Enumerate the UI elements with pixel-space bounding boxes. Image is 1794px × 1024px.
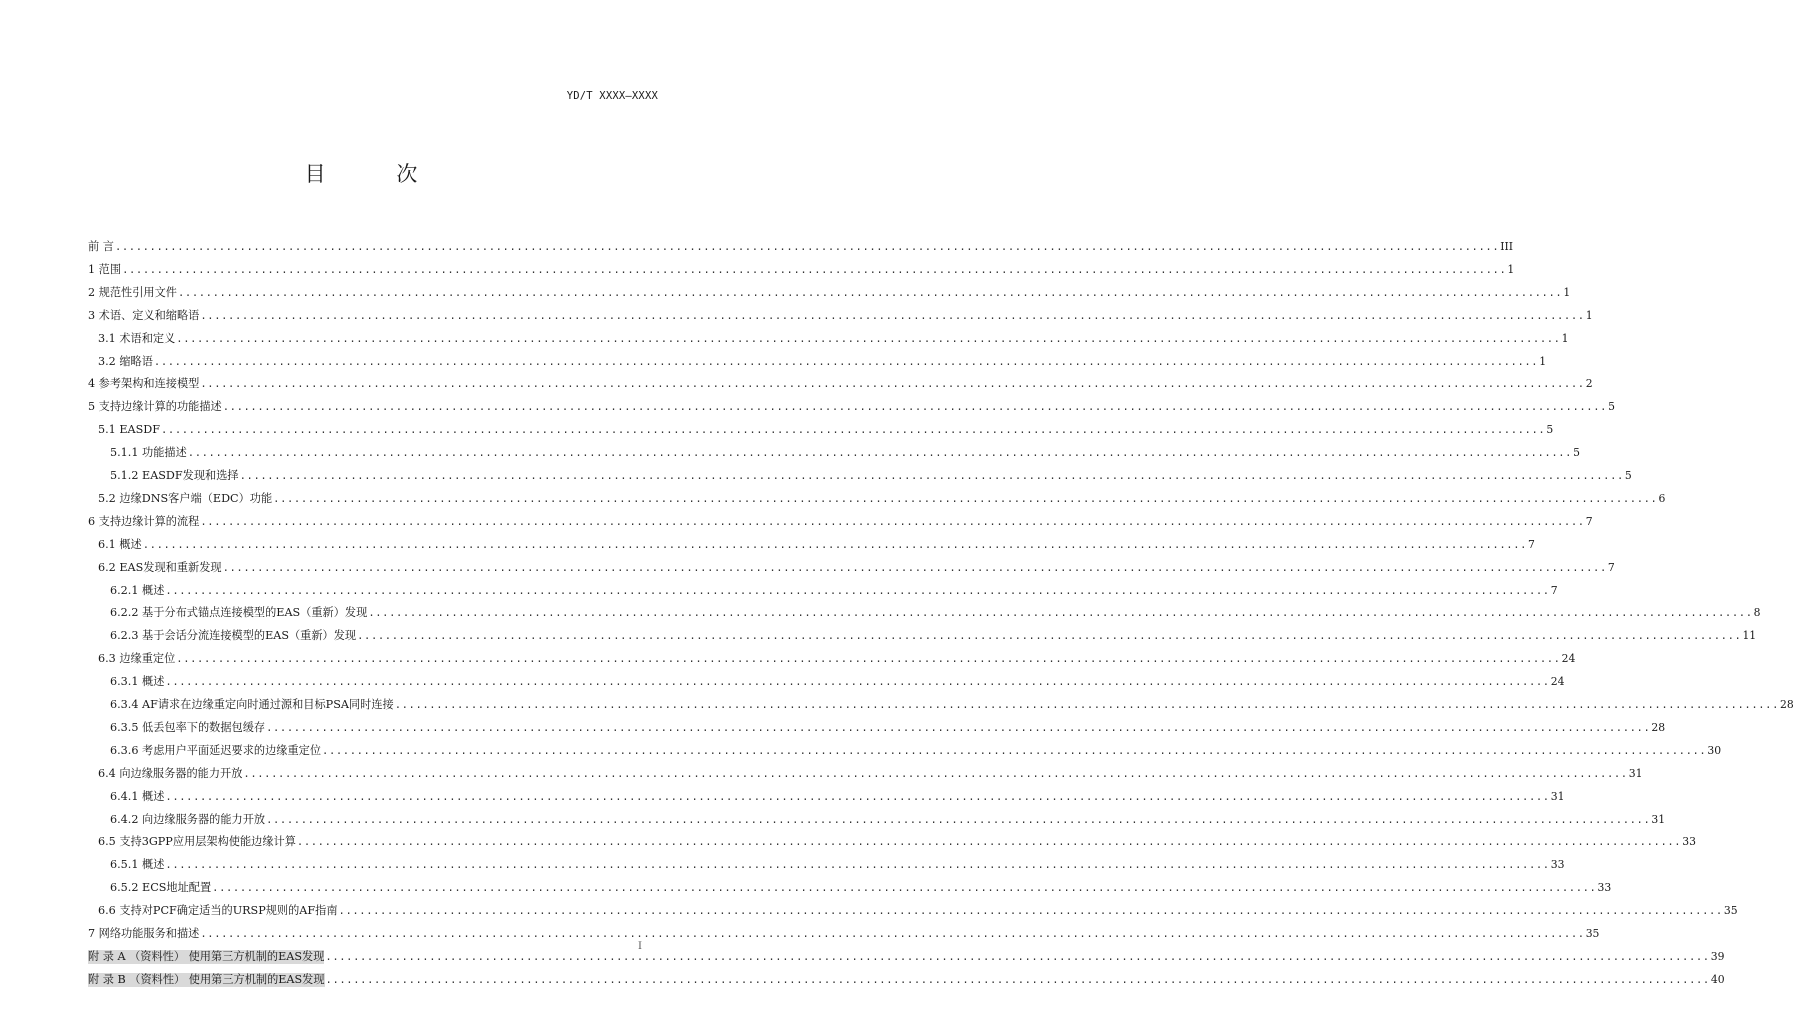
toc-entry[interactable] xyxy=(88,513,1593,529)
toc-entry-label: 6.3.4 AF请求在边缘重定向时通过源和目标PSA同时连接 xyxy=(110,698,394,711)
toc-entry-label: 1 范围 xyxy=(88,262,122,276)
toc-entry-label: 6.6 支持对PCF确定适当的URSP规则的AF指南 xyxy=(98,904,338,918)
toc-entry-label: 3.2 缩略语 xyxy=(98,354,153,368)
toc-entry[interactable] xyxy=(88,238,1514,254)
toc-entry-page: 8 xyxy=(1753,606,1761,620)
toc-entry-page: 28 xyxy=(1780,698,1794,711)
toc-dot-leader: ........................................................................................................................................................................................................ xyxy=(239,470,1624,482)
toc-entry[interactable] xyxy=(88,696,1794,712)
toc-dot-leader: ........................................................................................................................................................................................................ xyxy=(394,699,1780,711)
toc-entry-page: 1 xyxy=(1585,308,1593,322)
toc-entry-page: 30 xyxy=(1707,743,1722,757)
toc-dot-leader: ........................................................................................................................................................................................................ xyxy=(153,355,1539,368)
toc-dot-leader: ........................................................................................................................................................................................................ xyxy=(266,813,1651,826)
toc-entry-page: 7 xyxy=(1550,583,1558,597)
toc-dot-leader: ........................................................................................................................................................................................................ xyxy=(222,561,1607,574)
toc-dot-leader: ........................................................................................................................................................................................................ xyxy=(322,744,1707,757)
toc-entry-page: III xyxy=(1500,240,1514,253)
toc-dot-leader: ........................................................................................................................................................................................................ xyxy=(200,378,1585,391)
toc-entry-label: 6.2.2 基于分布式锚点连接模型的EAS（重新）发现 xyxy=(110,606,368,620)
toc-entry-page: 33 xyxy=(1682,835,1696,849)
toc-dot-leader: ........................................................................................................................................................................................................ xyxy=(165,584,1550,597)
toc-entry-label: 3 术语、定义和缩略语 xyxy=(88,308,200,322)
toc-entry-page: 5 xyxy=(1546,423,1554,437)
doc-code: YD/T XXXX—XXXX xyxy=(566,90,658,102)
toc-entry-label: 6.4.1 概述 xyxy=(110,789,165,803)
toc-entry-label: 6.3.6 考虑用户平面延迟要求的边缘重定位 xyxy=(110,743,322,757)
toc-dot-leader: ........................................................................................................................................................................................................ xyxy=(325,973,1710,986)
toc-entry[interactable] xyxy=(88,948,1725,964)
toc-dot-leader: ........................................................................................................................................................................................................ xyxy=(178,286,1563,299)
toc-entry-page: 1 xyxy=(1563,285,1571,299)
toc-entry-label: 6.4 向边缘服务器的能力开放 xyxy=(98,766,243,780)
toc-dot-leader: ........................................................................................................................................................................................................ xyxy=(212,882,1597,895)
toc-dot-leader: ........................................................................................................................................................................................................ xyxy=(325,950,1710,963)
toc-entry[interactable] xyxy=(88,398,1615,414)
toc-entry[interactable] xyxy=(88,330,1569,346)
toc-entry-label: 6.2.1 概述 xyxy=(110,583,165,597)
toc-dot-leader: ........................................................................................................................................................................................................ xyxy=(187,447,1573,460)
toc-entry-page: 1 xyxy=(1561,331,1569,345)
toc-entry-label: 5.1.2 EASDF发现和选择 xyxy=(110,469,239,482)
toc-entry[interactable] xyxy=(88,421,1554,437)
toc-dot-leader: ........................................................................................................................................................................................................ xyxy=(165,790,1550,803)
toc-entry-page: 6 xyxy=(1658,491,1666,505)
toc-entry-label: 前 言 xyxy=(88,240,114,253)
toc-entry-label: 附 录 A （资料性） 使用第三方机制的EAS发现 xyxy=(88,949,325,963)
toc-dot-leader: ........................................................................................................................................................................................................ xyxy=(200,928,1585,940)
toc-entry-page: 7 xyxy=(1528,537,1535,551)
toc-entry[interactable] xyxy=(88,307,1593,323)
toc-dot-leader: ........................................................................................................................................................................................................ xyxy=(200,515,1585,528)
toc-entry-page: 33 xyxy=(1597,881,1612,895)
toc-entry[interactable] xyxy=(88,444,1580,460)
toc-entry-page: 35 xyxy=(1585,927,1600,940)
toc-entry-page: 1 xyxy=(1507,262,1515,276)
toc-entry[interactable] xyxy=(88,879,1612,895)
toc-entry-label: 3.1 术语和定义 xyxy=(98,331,176,345)
toc-entry[interactable] xyxy=(88,925,1600,941)
toc-entry[interactable] xyxy=(88,902,1738,918)
toc-entry-page: 31 xyxy=(1628,766,1643,780)
toc-dot-leader: ........................................................................................................................................................................................................ xyxy=(142,538,1528,551)
toc-dot-leader: ........................................................................................................................................................................................................ xyxy=(165,676,1550,689)
toc-entry-page: 5 xyxy=(1573,446,1580,460)
toc-dot-leader: ........................................................................................................................................................................................................ xyxy=(338,905,1723,918)
toc-entry-label: 5.1 EASDF xyxy=(98,423,160,437)
toc-dot-leader: ........................................................................................................................................................................................................ xyxy=(176,332,1561,345)
toc-entry[interactable] xyxy=(88,719,1666,735)
toc-entry-label: 5.2 边缘DNS客户端（EDC）功能 xyxy=(98,491,273,505)
toc-dot-leader: ........................................................................................................................................................................................................ xyxy=(114,241,1500,253)
toc-entry[interactable] xyxy=(88,467,1632,483)
toc-dot-leader: ........................................................................................................................................................................................................ xyxy=(122,263,1507,276)
toc-entry[interactable] xyxy=(88,604,1761,620)
toc-entry-label: 6.3.5 低丢包率下的数据包缓存 xyxy=(110,720,266,734)
toc-dot-leader: ........................................................................................................................................................................................................ xyxy=(357,630,1742,643)
toc-entry[interactable] xyxy=(88,559,1615,575)
toc-entry-label: 6.2.3 基于会话分流连接模型的EAS（重新）发现 xyxy=(110,629,357,643)
toc-entry[interactable] xyxy=(88,353,1547,369)
toc-entry-label: 2 规范性引用文件 xyxy=(88,285,177,299)
toc-entry-page: 24 xyxy=(1550,675,1565,689)
toc-dot-leader: ........................................................................................................................................................................................................ xyxy=(368,607,1753,620)
toc-entry[interactable] xyxy=(88,856,1565,872)
toc-entry-page: 7 xyxy=(1585,514,1593,528)
toc-entry[interactable] xyxy=(88,490,1666,506)
toc-entry-label: 6.3 边缘重定位 xyxy=(98,652,176,666)
toc-entry-label: 6.2 EAS发现和重新发现 xyxy=(98,560,222,574)
toc-entry-label: 6.5.1 概述 xyxy=(110,858,165,872)
toc-entry-page: 2 xyxy=(1585,377,1593,391)
toc-entry[interactable] xyxy=(88,284,1571,300)
toc-entry-label: 5 支持边缘计算的功能描述 xyxy=(88,400,222,414)
toc-entry-page: 7 xyxy=(1607,560,1615,574)
toc-entry-label: 6.5 支持3GPP应用层架构使能边缘计算 xyxy=(98,835,296,849)
toc-dot-leader: ........................................................................................................................................................................................................ xyxy=(165,859,1550,872)
toc-entry-label: 4 参考架构和连接模型 xyxy=(88,377,200,391)
toc-entry-label: 附 录 B （资料性） 使用第三方机制的EAS发现 xyxy=(88,972,325,986)
toc-entry-page: 28 xyxy=(1651,720,1666,734)
toc-entry[interactable] xyxy=(88,261,1515,277)
toc-dot-leader: ........................................................................................................................................................................................................ xyxy=(200,309,1585,322)
toc-entry[interactable] xyxy=(88,765,1643,781)
toc-entry-page: 1 xyxy=(1539,354,1547,368)
toc-entry-page: 24 xyxy=(1561,652,1576,666)
toc-entry[interactable] xyxy=(88,971,1725,987)
toc-entry-page: 5 xyxy=(1624,469,1632,482)
toc-dot-leader: ........................................................................................................................................................................................................ xyxy=(176,653,1561,666)
toc-entry-label: 6.3.1 概述 xyxy=(110,675,165,689)
toc-entry-label: 6.1 概述 xyxy=(98,537,142,551)
toc-entry-page: 33 xyxy=(1550,858,1565,872)
toc-entry-label: 7 网络功能服务和描述 xyxy=(88,927,200,940)
toc-entry[interactable] xyxy=(88,742,1722,758)
toc-entry[interactable] xyxy=(88,650,1576,666)
toc-entry-page: 40 xyxy=(1710,972,1725,986)
toc-entry[interactable] xyxy=(88,582,1558,598)
toc-entry[interactable] xyxy=(88,627,1757,643)
toc-entry[interactable] xyxy=(88,375,1593,391)
toc-dot-leader: ........................................................................................................................................................................................................ xyxy=(243,767,1628,780)
toc-entry[interactable] xyxy=(88,811,1666,827)
toc-entry-label: 6.4.2 向边缘服务器的能力开放 xyxy=(110,812,266,826)
toc-entry-page: 11 xyxy=(1742,629,1757,643)
toc-entry[interactable] xyxy=(88,788,1565,804)
toc-dot-leader: ........................................................................................................................................................................................................ xyxy=(273,492,1658,505)
toc-dot-leader: ........................................................................................................................................................................................................ xyxy=(266,721,1651,734)
toc-entry[interactable] xyxy=(88,536,1535,552)
toc-dot-leader: ........................................................................................................................................................................................................ xyxy=(222,401,1608,414)
toc-dot-leader: ........................................................................................................................................................................................................ xyxy=(296,836,1682,849)
toc-entry[interactable] xyxy=(88,833,1696,849)
toc-entry[interactable] xyxy=(88,673,1565,689)
toc-entry-label: 6.5.2 ECS地址配置 xyxy=(110,881,212,895)
toc-entry-page: 35 xyxy=(1723,904,1738,918)
toc-entry-page: 31 xyxy=(1651,812,1666,826)
page-number: I xyxy=(638,941,642,952)
toc-entry-page: 5 xyxy=(1608,400,1615,414)
toc-title: 目 次 xyxy=(304,162,450,186)
toc-entry-label: 5.1.1 功能描述 xyxy=(110,446,187,460)
toc-entry-page: 39 xyxy=(1710,949,1725,963)
toc-entry-page: 31 xyxy=(1550,789,1565,803)
toc-entry-label: 6 支持边缘计算的流程 xyxy=(88,514,200,528)
toc-dot-leader: ........................................................................................................................................................................................................ xyxy=(161,424,1546,437)
